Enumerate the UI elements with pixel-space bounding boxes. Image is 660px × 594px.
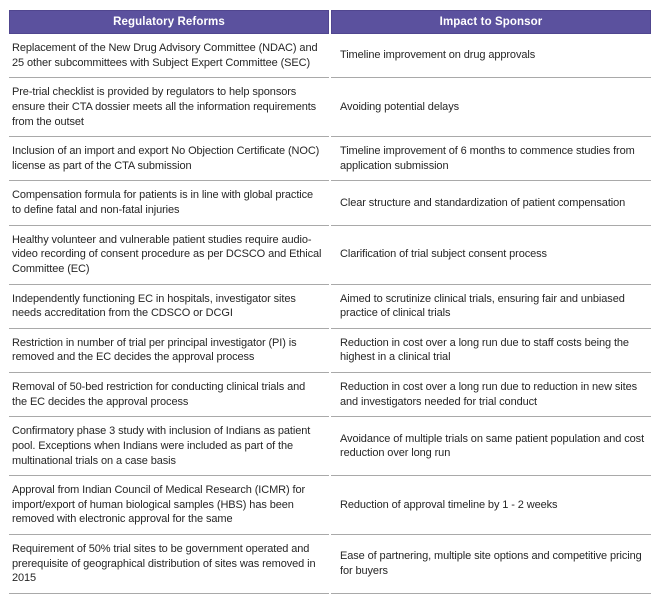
impact-cell: Reduction of approval timeline by 1 - 2 weeks	[331, 476, 651, 535]
reform-cell: Removal of 50-bed restriction for conducting clinical trials and the EC decides the approval process	[9, 373, 329, 417]
impact-cell: Clarification of trial subject consent process	[331, 226, 651, 285]
reforms-table	[7, 10, 653, 594]
table-body	[9, 34, 651, 594]
impact-cell: Reduction in cost over a long run due to reduction in new sites and investigators needed for trial conduct	[331, 373, 651, 417]
reform-cell: Healthy volunteer and vulnerable patient studies require audio-video recording of consent procedure as per DCSCO and Ethical Committee (EC)	[9, 226, 329, 285]
impact-cell: Avoidance of multiple trials on same patient population and cost reduction over long run	[331, 417, 651, 476]
impact-cell: Clear structure and standardization of patient compensation	[331, 181, 651, 225]
reform-cell: Independently functioning EC in hospitals, investigator sites needs accreditation from the CDSCO or DCGI	[9, 285, 329, 329]
table-row	[9, 373, 651, 417]
table-row	[9, 137, 651, 181]
table-row	[9, 226, 651, 285]
reform-cell: Pre-trial checklist is provided by regulators to help sponsors ensure their CTA dossier meets all the information requirements from the outset	[9, 78, 329, 137]
reform-cell: Approval from Indian Council of Medical Research (ICMR) for import/export of human biological samples (HBS) has been removed with electronic approval for the same	[9, 476, 329, 535]
impact-cell: Ease of partnering, multiple site options and competitive pricing for buyers	[331, 535, 651, 594]
table-row	[9, 329, 651, 373]
reform-cell: Inclusion of an import and export No Objection Certificate (NOC) license as part of the CTA submission	[9, 137, 329, 181]
header-impact-to-sponsor: Impact to Sponsor	[331, 10, 651, 34]
header-regulatory-reforms: Regulatory Reforms	[9, 10, 329, 34]
table-row	[9, 535, 651, 594]
table-row	[9, 476, 651, 535]
table-row	[9, 34, 651, 78]
table-row	[9, 417, 651, 476]
reform-cell: Restriction in number of trial per principal investigator (PI) is removed and the EC decides the approval process	[9, 329, 329, 373]
impact-cell: Timeline improvement of 6 months to commence studies from application submission	[331, 137, 651, 181]
reform-cell: Compensation formula for patients is in line with global practice to define fatal and non-fatal injuries	[9, 181, 329, 225]
table-row	[9, 181, 651, 225]
reform-cell: Replacement of the New Drug Advisory Committee (NDAC) and 25 other subcommittees with Subject Expert Committee (SEC)	[9, 34, 329, 78]
reform-cell: Confirmatory phase 3 study with inclusion of Indians as patient pool. Exceptions when Indians were included as part of the multinational trials on a case basis	[9, 417, 329, 476]
table-header	[9, 10, 651, 34]
impact-cell: Aimed to scrutinize clinical trials, ensuring fair and unbiased practice of clinical trials	[331, 285, 651, 329]
impact-cell: Avoiding potential delays	[331, 78, 651, 137]
impact-cell: Reduction in cost over a long run due to staff costs being the highest in a clinical trial	[331, 329, 651, 373]
reform-cell: Requirement of 50% trial sites to be government operated and prerequisite of geographical distribution of sites was removed in 2015	[9, 535, 329, 594]
impact-cell: Timeline improvement on drug approvals	[331, 34, 651, 78]
table-row	[9, 78, 651, 137]
table-header-row	[9, 10, 651, 34]
table-row	[9, 285, 651, 329]
